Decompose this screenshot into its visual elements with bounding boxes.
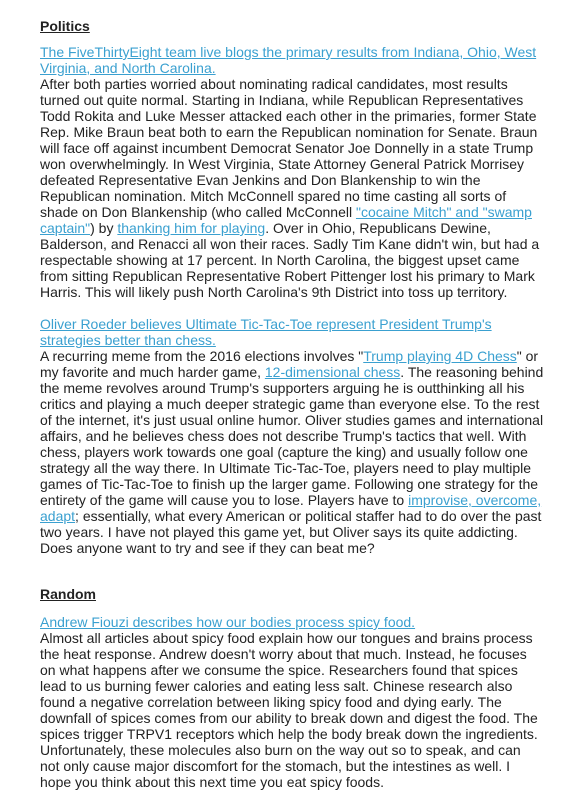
section-random [40, 584, 544, 790]
article-spicy-food [40, 614, 544, 790]
article-ultimate-tic-tac-toe [40, 316, 544, 556]
trump-4d-chess-link[interactable]: Trump playing 4D Chess [363, 348, 517, 364]
article-body [40, 630, 544, 790]
article-body [40, 76, 544, 300]
article-title-link[interactable]: Andrew Fiouzi describes how our bodies process spicy food. [40, 614, 416, 630]
article-title-link[interactable]: Oliver Roeder believes Ultimate Tic-Tac-Toe represent President Trump's strategies better than chess. [40, 316, 492, 348]
body-text: After both parties worried about nominating radical candidates, most results turned out quite normal. Starting in Indiana, while Republican Representatives Todd Rokita and Luke Messer attacked each other in the primaries, former State Rep. Mike Braun beat both to earn the Republican nomination for Senate. Braun will face off against incumbent Democrat Senator Joe Donnelly in a state Trump won overwhelmingly. In West Virginia, State Attorney General Patrick Morrisey defeated Representative Evan Jenkins and Don Blankenship to win the Republican nomination. Mitch McConnell spared no time casting all sorts of shade on Don Blankenship (who called McConnell [40, 76, 538, 220]
body-text: A recurring meme from the 2016 elections involves " [40, 348, 364, 364]
body-text: " or my favorite and much harder game, [40, 348, 539, 380]
thanking-him-link[interactable]: thanking him for playing [117, 220, 266, 236]
section-politics [40, 16, 544, 556]
body-text: ; essentially, what every American or political staffer had to do over the past two years. I have not played this game yet, but Oliver says its quite addicting. Does anyone want to try and see if they can beat me? [40, 508, 542, 556]
body-text: . Over in Ohio, Republicans Dewine, Balderson, and Renacci all won their races. Sadly Tim Kane didn't win, but had a respectable showing at 17 percent. In North Carolina, the biggest upset came from sitting Republican Representative Robert Pittenger lost his primary to Mark Harris. This will likely push North Carolina's 9th District into toss up territory. [40, 220, 540, 300]
section-heading-random: Random [40, 586, 96, 602]
body-text: . The reasoning behind the meme revolves around Trump's supporters arguing he is outthinking all his critics and playing a much deeper strategic game than everyone else. To the rest of the internet, it's just usual online humor. Oliver studies games and international affairs, and he believes chess does not describe Trump's tactics that well. With chess, players work towards one goal (capture the king) and usually follow one strategy all the way there. In Ultimate Tic-Tac-Toe, players need to play multiple games of Tic-Tac-Toe to finish up the larger game. Following one strategy for the entirety of the game will cause you to lose. Players have to [40, 364, 544, 508]
section-heading-politics: Politics [40, 18, 90, 34]
body-text: Almost all articles about spicy food explain how our tongues and brains process the heat response. Andrew doesn't worry about that much. Instead, he focuses on what happens after we consume the spice. Researchers found that spices lead to us burning fewer calories and eating less salt. Chinese research also found a negative correlation between liking spicy food and dying early. The downfall of spices comes from our ability to break down and digest the food. The spices trigger TRPV1 receptors which help the body break down the ingredients. Unfortunately, these molecules also burn on the way out so to speak, and can not only cause major discomfort for the stomach, but the intestines as well. I hope you think about this next time you eat spicy foods. [40, 630, 538, 790]
body-text: ) by [90, 220, 118, 236]
article-body [40, 348, 544, 556]
12-dimensional-chess-link[interactable]: 12-dimensional chess [264, 364, 401, 380]
cocaine-mitch-link[interactable]: "cocaine Mitch" and "swamp captain" [40, 204, 532, 236]
article-fivethirtyeight-primaries [40, 44, 544, 300]
article-title-link[interactable]: The FiveThirtyEight team live blogs the primary results from Indiana, Ohio, West Virginia, and North Carolina. [40, 44, 537, 76]
improvise-overcome-adapt-link[interactable]: improvise, overcome, adapt [40, 492, 542, 524]
